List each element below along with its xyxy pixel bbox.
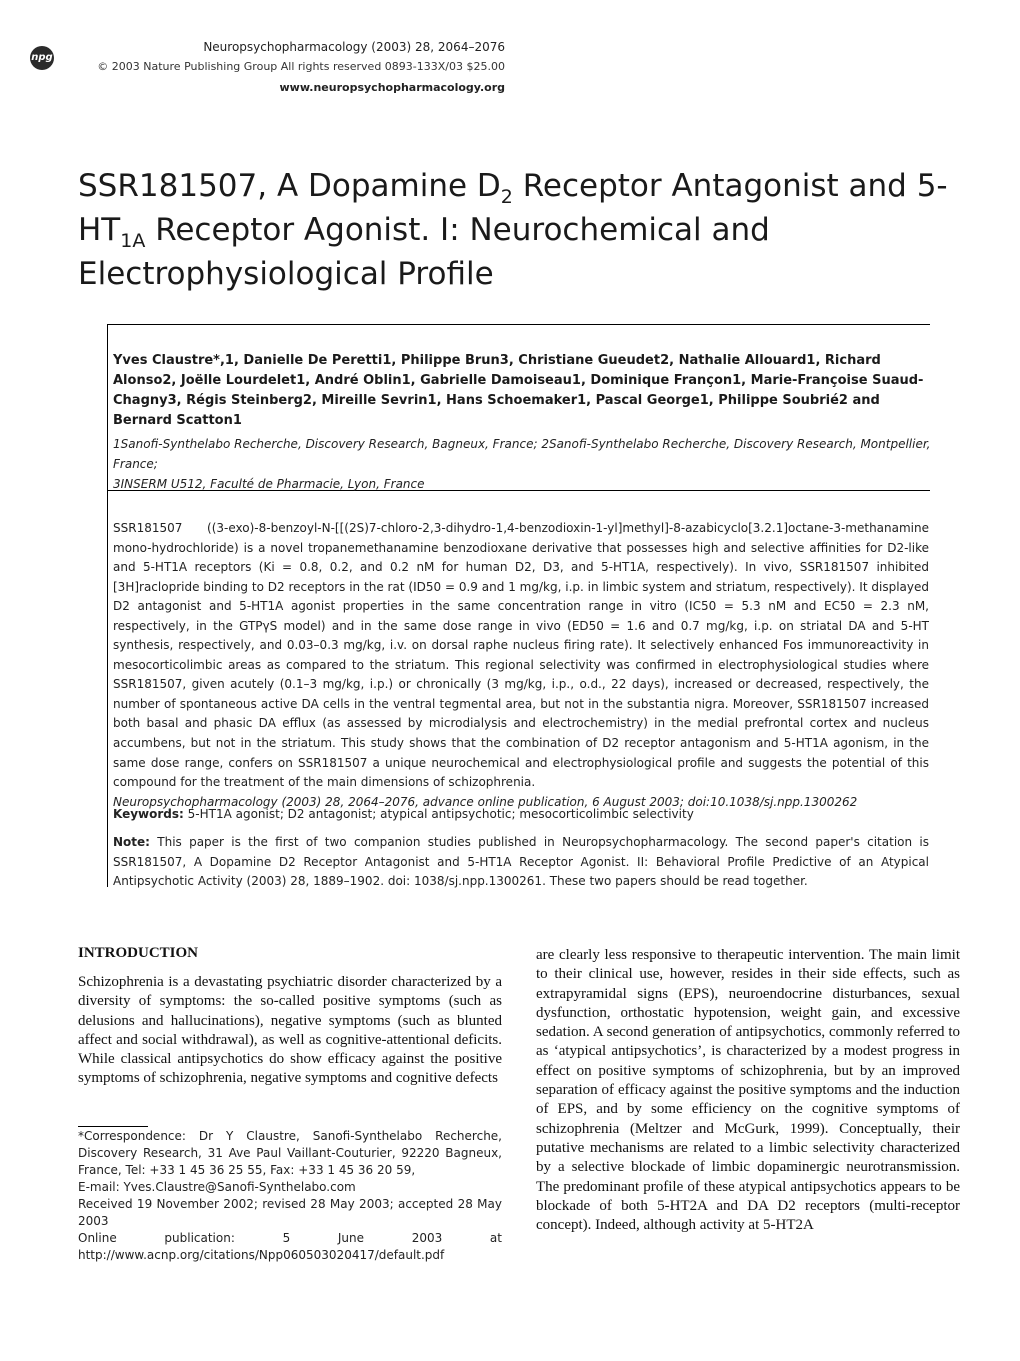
abstract (113, 519, 929, 812)
npg-logo: npg (30, 46, 54, 70)
affiliations (113, 434, 933, 494)
affiliation-2: 2Sanofi-Synthelabo Recherche, Discovery Research, Montpellier, France; (113, 437, 931, 471)
abstract-left-rule (107, 324, 108, 887)
note-text: This paper is the first of two companion studies published in Neuropsychopharmacology. The second paper's citation is SSR181507, A Dopamine D2 Receptor Antagonist and 5-HT1A Receptor Agonist. II: Behavioral Profile Predictive of an Atypical Antipsychotic Activity (2003) 28, 1889–1902. doi: 1038/sj.npp.1300261. These two papers should be read together. (113, 835, 929, 888)
keywords (113, 805, 929, 824)
abstract-text: SSR181507 ((3-exo)-8-benzoyl-N-[[(2S)7-chloro-2,3-dihydro-1,4-benzodioxin-1-yl]methyl]-8-azabicyclo[3.2.1]octane-3-methanamine mono-hydrochloride) is a novel tropanemethanamine benzodioxane derivative that possesses high and selective affinities for D2-like and 5-HT1A receptors (Ki = 0.8, 0.2, and 0.2 nM for human D2, D3, and 5-HT1A, respectively). In vivo, SSR181507 inhibited [3H]raclopride binding to D2 receptors in the rat (ID50 = 0.9 and 1 mg/kg, i.p. in limbic system and striatum, respectively). It displayed D2 antagonist and 5-HT1A agonist properties in the same concentration range in vitro (IC50 = 5.3 nM and EC50 = 2.3 nM, respectively, in the GTPγS model) and in the same dose range in vivo (ED50 = 1.6 and 0.7 mg/kg, i.p. on striatal DA and 5-HT synthesis, respectively, and 0.03–0.3 mg/kg, i.v. on dorsal raphe nucleus firing rate). It selectively enhanced Fos immunoreactivity in mesocorticolimbic areas as compared to the striatum. This regional selectivity was confirmed in electrophysiological studies where SSR181507, given acutely (0.1–3 mg/kg, i.p.) or chronically (3 mg/kg, i.p., o.d., 22 days), increased or decreased, respectively, the number of spontaneous active DA cells in the ventral tegmental area, but not in the substantia nigra. Moreover, SSR181507 increased both basal and phasic DA efflux (as assessed by microdialysis and electrochemistry) in the medial prefrontal cortex and nucleus accumbens, but not in the striatum. This study shows that the combination of D2 receptor antagonism and 5-HT1A agonism, in the same dose range, confers on SSR181507 a unique neurochemical and electrophysiological profile and suggests the potential of this compound for the treatment of the main dimensions of schizophrenia. (113, 521, 929, 790)
correspondence-address: *Correspondence: Dr Y Claustre, Sanofi-Synthelabo Recherche, Discovery Research, 31 Ave Paul Vaillant-Couturier, 92220 Bagneux, France, Tel: +33 1 45 36 25 55, Fax: +33 1 45 36 20 59, (78, 1129, 502, 1177)
footnote-rule (78, 1126, 148, 1127)
affiliation-1: 1Sanofi-Synthelabo Recherche, Discovery Research, Bagneux, France; (113, 437, 542, 451)
keywords-label: Keywords: (113, 807, 184, 821)
author-list: Yves Claustre*,1, Danielle De Peretti1, Philippe Brun3, Christiane Gueudet2, Nathalie Allouard1, Richard Alonso2, Joëlle Lourdelet1, André Oblin1, Gabrielle Damoiseau1, Dominique Françon1, Marie-Françoise Suaud-Chagny3, Régis Steinberg2, Mireille Sevrin1, Hans Schoemaker1, Pascal George1, Philippe Soubrié2 and Bernard Scatton1 (113, 353, 924, 428)
introduction-heading: INTRODUCTION (78, 945, 199, 961)
correspondence-footnote (78, 1128, 502, 1264)
received-dates: Received 19 November 2002; revised 28 May 2003; accepted 28 May 2003 (78, 1197, 502, 1228)
keywords-text: 5-HT1A agonist; D2 antagonist; atypical antipsychotic; mesocorticolimbic selectivity (183, 807, 694, 821)
note-label: Note: (113, 835, 150, 849)
introduction-column-2: are clearly less responsive to therapeutic intervention. The main limit to their clinical use, however, resides in their side effects, such as extrapyramidal signs (EPS), neuroendocrine disturbances, sexual dysfunction, orthostatic hypotension, weight gain, and excessive sedation. A second generation of antipsychotics, commonly referred to as ‘atypical antipsychotics’, is characterized by a modest progress in effect on positive symptoms of schizophrenia, but by an improved separation of efficacy against the positive symptoms and the induction of EPS, and by some efficiency on the cognitive symptoms of schizophrenia (Meltzer and McGurk, 1999). Conceptually, their putative mechanisms are related to a limbic selectivity characterized by a selective blockade of limbic dopaminergic neurotransmission. The predominant profile of these atypical antipsychotics appears to be blockade of both 5-HT2A and DA D2 receptors (multi-receptor concept). Indeed, although activity at 5-HT2A (536, 947, 960, 1234)
abstract-citation: Neuropsychopharmacology (2003) 28, 2064–2076, advance online publication, 6 August 2003; doi:10.1038/sj.npp.1300262 (113, 794, 858, 809)
copyright-line: © 2003 Nature Publishing Group All rights reserved 0893-133X/03 $25.00 (97, 60, 505, 73)
journal-citation: Neuropsychopharmacology (2003) 28, 2064–2076 (203, 40, 505, 54)
online-publication[interactable]: Online publication: 5 June 2003 at http://www.acnp.org/citations/Npp060503020417/default.pdf (78, 1231, 502, 1262)
abstract-top-rule (108, 324, 930, 325)
introduction-column-1: Schizophrenia is a devastating psychiatric disorder characterized by a diversity of symptoms: the so-called positive symptoms (such as delusions and hallucinations), negative symptoms (such as blunted affect and social withdrawal), as well as cognitive-attentional deficits. While classical antipsychotics do show efficacy against the positive symptoms of schizophrenia, negative symptoms and cognitive defects (78, 974, 502, 1087)
affiliation-3: 3INSERM U512, Faculté de Pharmacie, Lyon, France (113, 477, 425, 491)
paper-title: SSR181507, A Dopamine $D_2$ Receptor Antagonist and $5-HT_{1A}$ Receptor Agonist. I: Neurochemical and Electrophysiological Profile (78, 168, 948, 292)
journal-url[interactable]: www.neuropsychopharmacology.org (279, 81, 505, 94)
correspondence-email[interactable]: E-mail: Yves.Claustre@Sanofi-Synthelabo.com (78, 1180, 356, 1194)
companion-note (113, 833, 929, 892)
